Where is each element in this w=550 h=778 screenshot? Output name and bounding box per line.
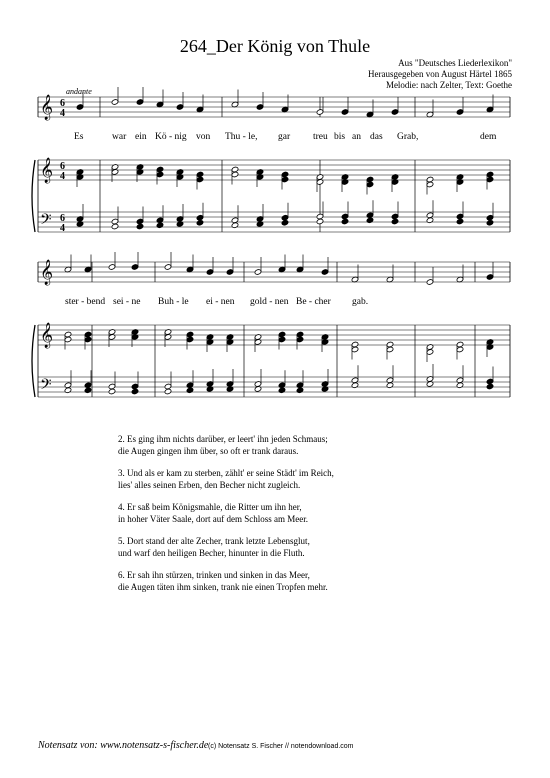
time-sig-bottom: 4 (60, 108, 65, 119)
verse-5: 5. Dort stand der alte Zecher, trank letzte Lebensglut, und warf den heiligen Becher, hinunter in die Fluth. (118, 536, 310, 558)
treble-clef-icon: 𝄞 (40, 158, 54, 183)
time-sig-top: 6 (60, 213, 65, 224)
verse-3: 3. Und als er kam zu sterben, zählt' er seine Städt' im Reich, lies' alles seinen Erben, den Becher nicht zugleich. (118, 468, 334, 490)
notehead (231, 222, 239, 229)
lyric-syllable: von (196, 132, 211, 142)
notehead (426, 217, 434, 224)
lyric-syllable: Be - cher (296, 297, 331, 307)
lyric-syllable: Buh - le (158, 297, 189, 307)
time-sig-top: 6 (60, 161, 65, 172)
tempo-marking: andante (66, 87, 92, 96)
notehead (164, 388, 172, 395)
lyric-syllable: das (370, 132, 383, 142)
lyric-syllable: treu (313, 132, 328, 142)
time-sig-bottom: 4 (60, 223, 65, 234)
lyric-syllable: gar (278, 132, 291, 142)
footer-copyright: (c) Notensatz S. Fischer // notendownload.com (208, 743, 354, 750)
source-line: Herausgegeben von August Härtel 1865 (368, 69, 512, 79)
lyric-syllable: Grab, (397, 132, 419, 142)
source-line: Melodie: nach Zelter, Text: Goethe (385, 80, 512, 90)
lyric-syllable: Kö - nig (155, 132, 187, 142)
notehead (108, 388, 116, 395)
brace-icon (32, 325, 35, 397)
notehead (366, 217, 374, 224)
notehead (456, 218, 464, 225)
bass-clef-icon: 𝄢 (40, 376, 52, 397)
notehead (278, 387, 286, 394)
notehead (131, 388, 139, 395)
lyric-syllable: Es (74, 132, 84, 142)
notehead (391, 218, 399, 225)
notehead (351, 382, 359, 389)
lyric-syllable: Thu - le, (225, 132, 258, 142)
lyric-syllable: dem (480, 132, 497, 142)
treble-clef-icon: 𝄞 (40, 323, 54, 348)
notehead (156, 222, 164, 229)
source-line: Aus "Deutsches Liederlexikon" (398, 58, 512, 68)
lyric-syllable: bis (334, 132, 346, 142)
verses-block (118, 433, 334, 603)
notehead (341, 218, 349, 225)
bass-clef-icon: 𝄢 (40, 211, 52, 232)
notehead (111, 223, 119, 230)
notehead (486, 219, 494, 226)
lyric-syllable: gold - nen (250, 297, 289, 307)
lyric-syllable: war (112, 132, 127, 142)
verse-4: 4. Er saß beim Königsmahle, die Ritter um ihn her, in hoher Väter Saale, dort auf dem Schloss am Meer. (118, 502, 309, 524)
system-1 (32, 87, 510, 234)
notehead (64, 387, 72, 394)
time-sig-bottom: 4 (60, 171, 65, 182)
notehead (486, 383, 494, 390)
notehead (136, 223, 144, 230)
lyric-syllable: gab. (352, 297, 369, 307)
notehead (196, 219, 204, 226)
lyric-syllable: sei - ne (113, 297, 141, 307)
verse-6: 6. Er sah ihn stürzen, trinken und sinken in das Meer, die Augen täten ihm sinken, trank nie einen Tropfen mehr. (118, 570, 328, 592)
lyric-syllable: ei - nen (206, 297, 235, 307)
time-sig-top: 6 (60, 98, 65, 109)
system-2 (32, 252, 510, 397)
notehead (296, 387, 304, 394)
notehead (186, 387, 194, 394)
treble-clef-icon: 𝄞 (40, 95, 54, 120)
lyric-syllable: an (352, 132, 361, 142)
notehead (386, 382, 394, 389)
notehead (456, 382, 464, 389)
notehead (84, 387, 92, 394)
verse-2: 2. Es ging ihm nichts darüber, er leert' ihn jeden Schmaus; die Augen gingen ihm über, so oft er trank daraus. (118, 434, 328, 456)
lyric-syllable: ein (135, 132, 147, 142)
lyric-syllable: ster - bend (65, 297, 106, 307)
notehead (281, 219, 289, 226)
treble-clef-icon: 𝄞 (40, 260, 54, 285)
page-title: 264_Der König von Thule (179, 36, 371, 56)
brace-icon (32, 160, 35, 232)
footer-credit: Notensatz von: www.notensatz-s-fischer.de (38, 740, 209, 751)
notehead (316, 218, 324, 225)
